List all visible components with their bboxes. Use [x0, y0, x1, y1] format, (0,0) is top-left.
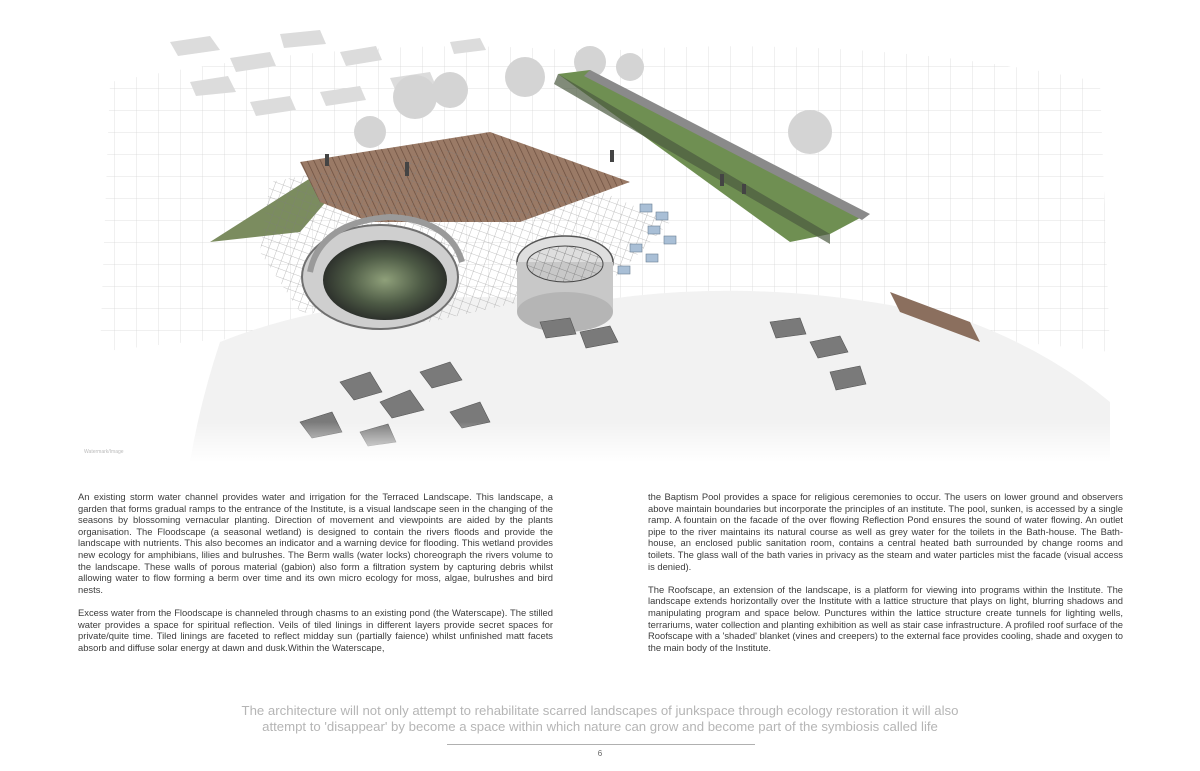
paragraph: Excess water from the Floodscape is channeled through chasms to an existing pond (the Waterscape). The stilled water provides a space for spiritual reflection. Veils of tiled linings in different layers provide secret spaces for private/quite time. Tiled linings are faceted to reflect midday sun (partially faience) whilst unfinished matt facets absorb and diffuse solar energy at dawn and dusk.Within the Waterscape, [78, 606, 553, 653]
pull-quote [180, 703, 1020, 735]
paragraph: The Roofscape, an extension of the landscape, is a platform for viewing into programs within the Institute. The landscape extends horizontally over the Institute with a lattice structure that plays on light, blurring shadows and manipulating program and space below. Punctures within the lattice structure create tunnels for lighting wells, terrariums, water collection and planting exhibition as well as stair case infrastructure. A profiled roof surface of the Roofscape with a 'shaded' blanket (vines and creepers) to the external face provides cooling, shade and oxygen to the main body of the Institute. [648, 583, 1123, 653]
architectural-illustration [70, 22, 1130, 462]
page-number: 6 [597, 749, 603, 758]
pull-quote-line: The architecture will not only attempt to rehabilitate scarred landscapes of junkspace through ecology restoration it will also [241, 703, 959, 718]
landscape-drawing [70, 22, 1130, 462]
paragraph: An existing storm water channel provides water and irrigation for the Terraced Landscape. This landscape, a garden that forms gradual ramps to the entrance of the Institute, is a visual landscape seen in the changing of the seasons by blossoming vernacular planting. Direction of movement and viewpoints are aided by the plants organisation. The Floodscape (a seasonal wetland) is designed to contain the rivers floods and provide the landscape with nutrients. This also becomes an indicator and a warning device for flooding. This wetland provides new ecology for amphibians, lilies and bulrushes. The Berm walls (water locks) choreograph the rivers volume to the landscape. These walls of porous material (gabion) also form a filtration system by capturing debris whilst allowing water to flow forming a berm over time and its own micro ecology for moss, algae, bulrushes and bird nests. [78, 491, 553, 595]
left-text-column [78, 491, 553, 665]
pull-quote-line: attempt to 'disappear' by become a space within which nature can grow and become part of the symbiosis called life [262, 719, 938, 734]
divider-line [447, 744, 755, 745]
waterscape-pool [323, 240, 447, 320]
paragraph: the Baptism Pool provides a space for religious ceremonies to occur. The users on lower ground and observers above maintain boundaries but incorporate the principles of an institute. The pool, sunken, is accessed by a single ramp. A fountain on the facade of the over flowing Reflection Pond ensures the sound of water flowing. An outlet pipe to the river maintains its natural course as well as grey water for the toilets in the Bath-house. The Bath-house, an enclosed public sanitation room, contains a central heated bath surrounded by change rooms and toilets. The glass wall of the bath varies in privacy as the steam and water particles mist the facade (visual access is denied). [648, 491, 1123, 572]
right-text-column [648, 491, 1123, 665]
figure-caption: Watermark/Image [84, 449, 124, 455]
